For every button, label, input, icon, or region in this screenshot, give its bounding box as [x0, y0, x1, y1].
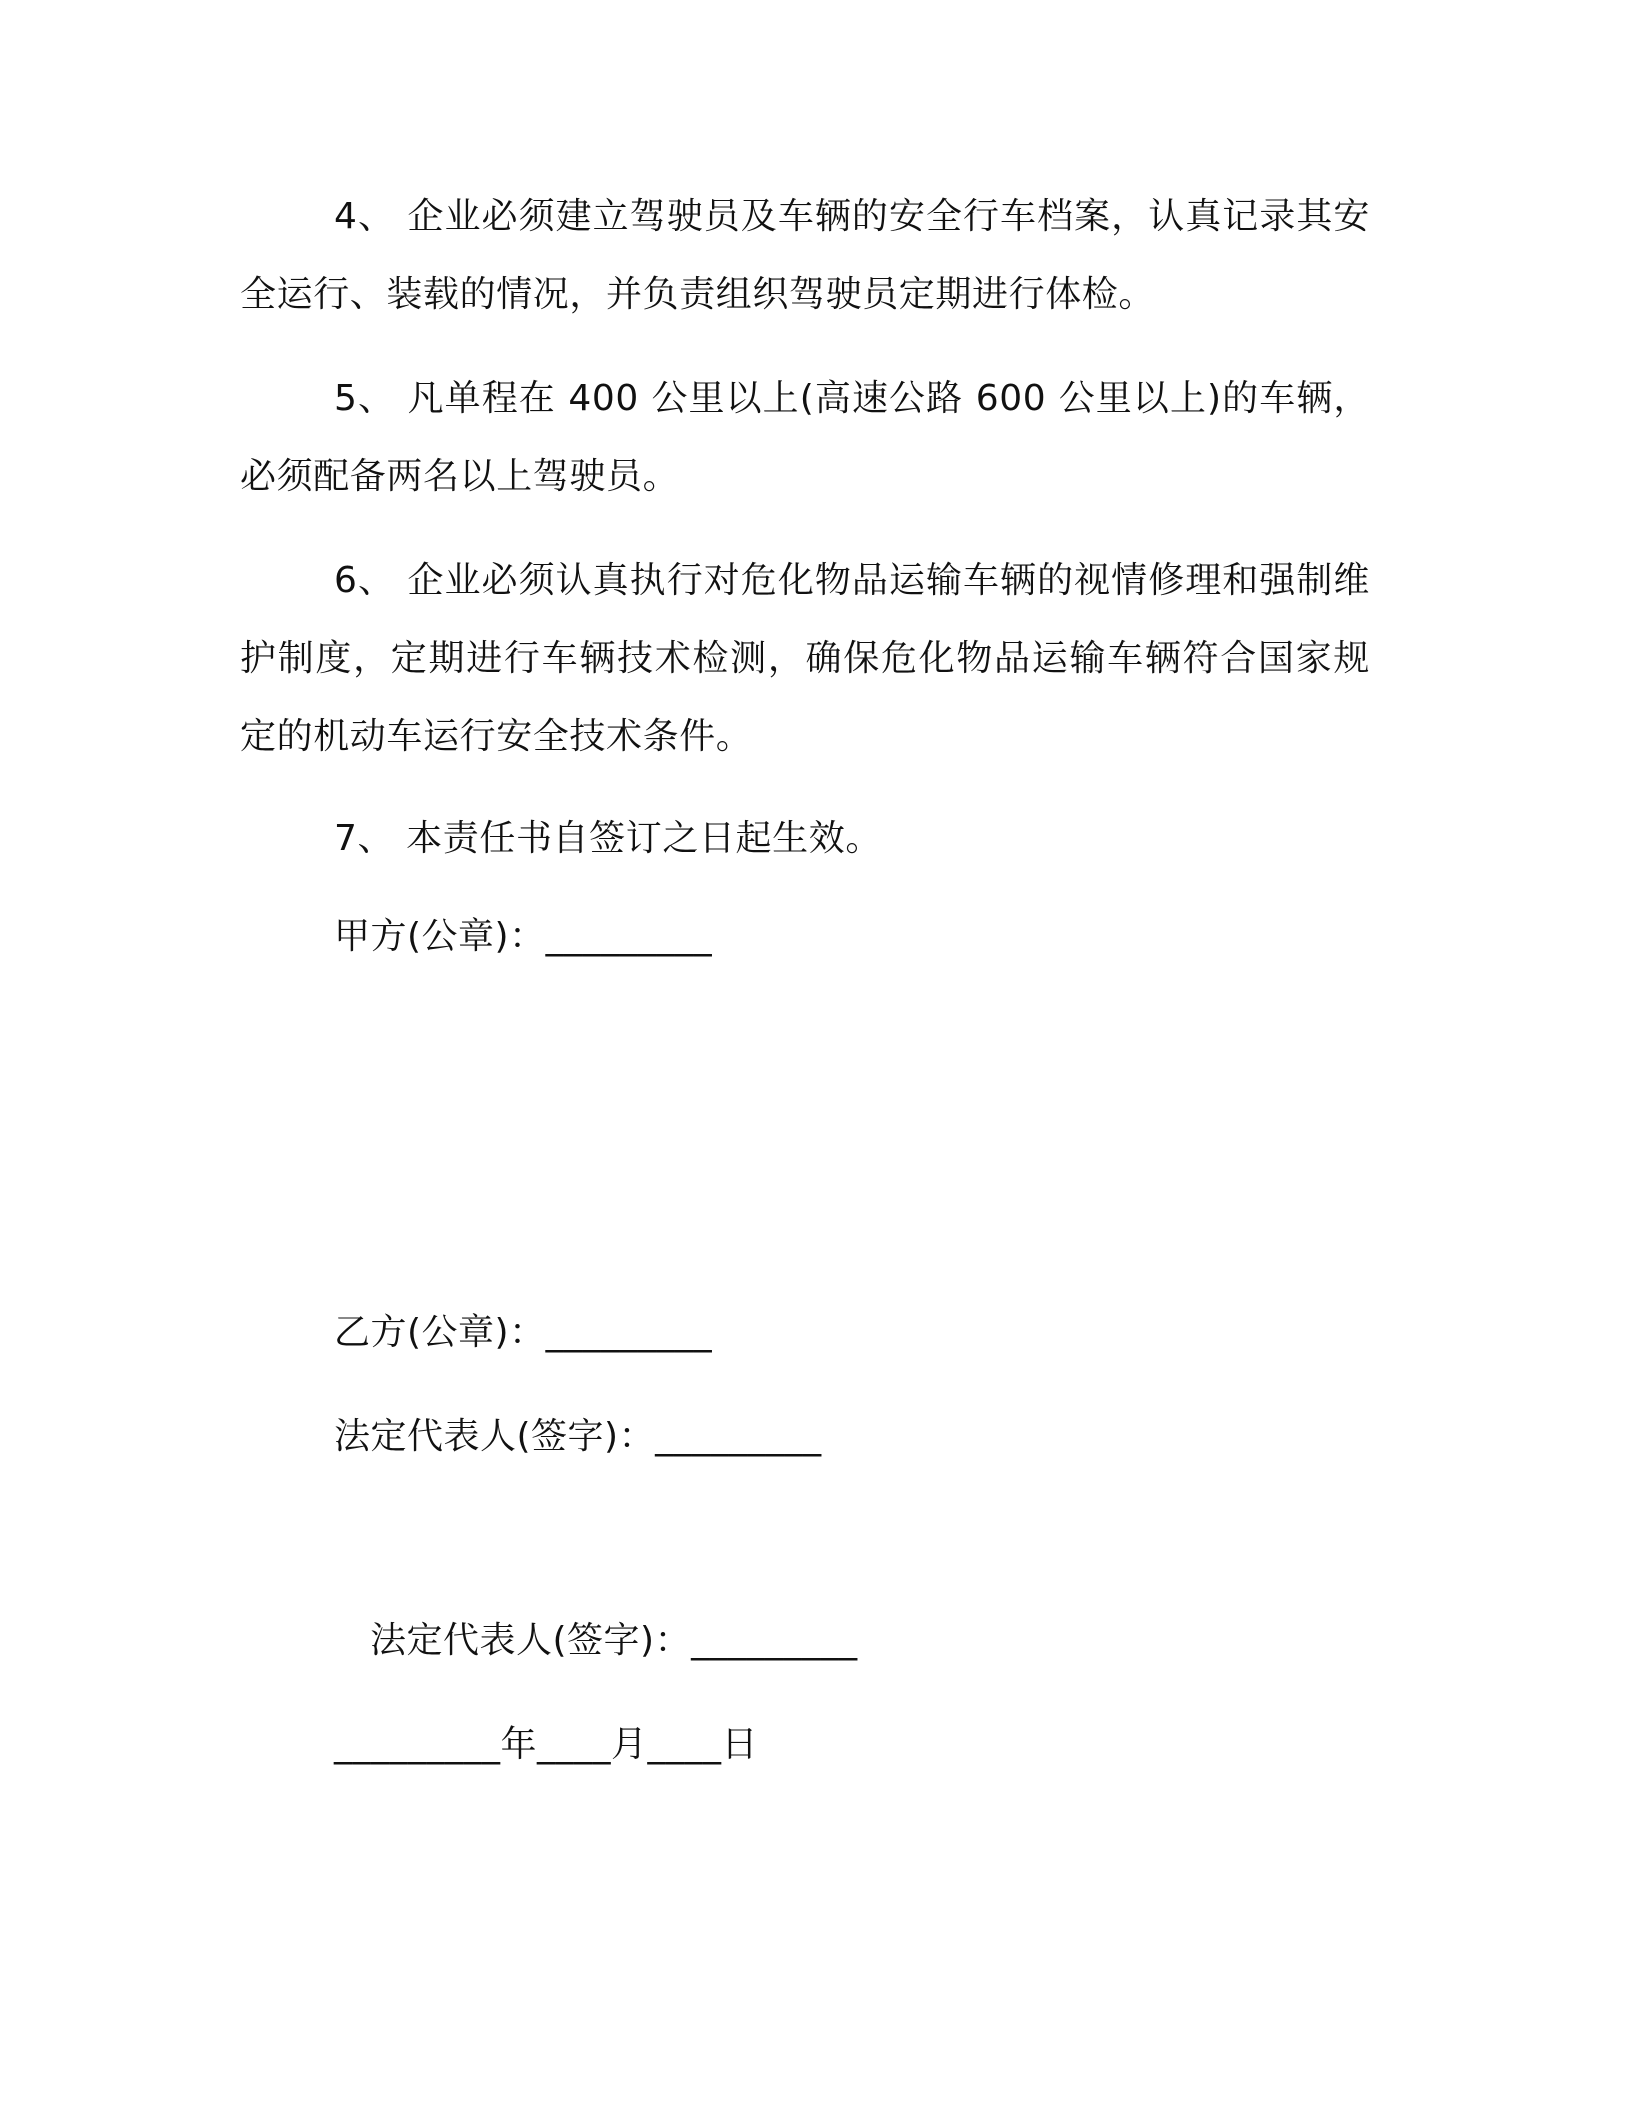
clause-7: 7、 本责任书自签订之日起生效。 — [334, 818, 882, 859]
date-line: _________年____月____日 — [334, 1724, 758, 1765]
party-b-seal-line: 乙方(公章)：_________ — [334, 1312, 713, 1353]
clause-5: 5、 凡单程在 400 公里以上(高速公路 600 公里以上)的车辆，必须配备两名以上驾驶员。 — [240, 378, 1370, 497]
legal-rep-signature-line-2: 法定代表人(签字)：_________ — [370, 1620, 858, 1661]
clause-4: 4、 企业必须建立驾驶员及车辆的安全行车档案，认真记录其安全运行、装载的情况，并负责组织驾驶员定期进行体检。 — [240, 196, 1370, 315]
legal-rep-signature-line-1: 法定代表人(签字)：_________ — [334, 1416, 822, 1457]
party-a-seal-line: 甲方(公章)：_________ — [334, 916, 713, 957]
clause-6: 6、 企业必须认真执行对危化物品运输车辆的视情修理和强制维护制度，定期进行车辆技术检测，确保危化物品运输车辆符合国家规定的机动车运行安全技术条件。 — [240, 560, 1370, 757]
